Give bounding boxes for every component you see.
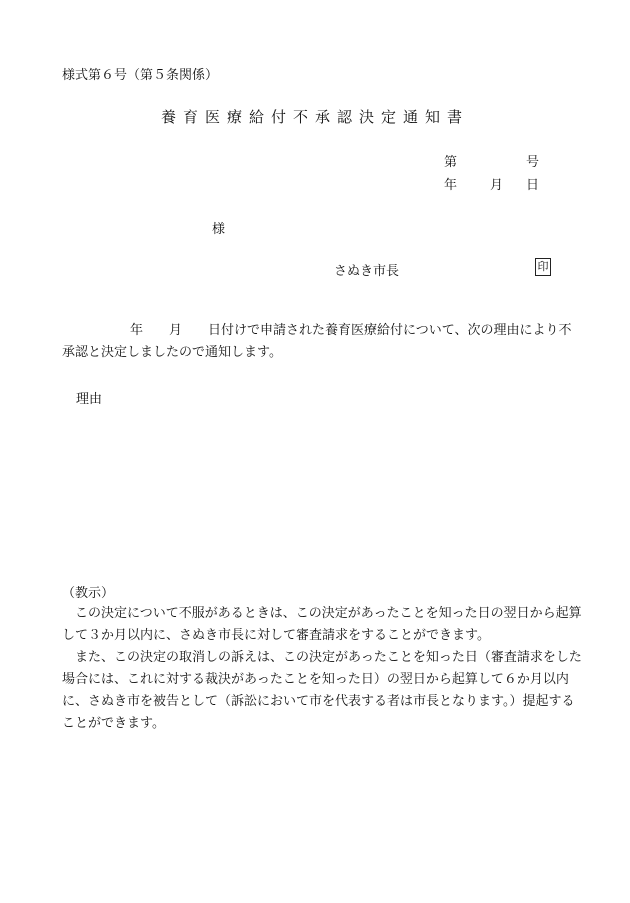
- notice-paragraph-lawsuit: また、この決定の取消しの訴えは、この決定があったことを知った日（審査請求をした場合には、これに対する裁決があったことを知った日）の翌日から起算して６か月以内に、さぬき市を被告として（訴訟において市を代表する者は市長となります。）提起することができます。: [62, 650, 582, 731]
- seal-mark: 印: [535, 258, 551, 276]
- date-month-label: 月: [490, 178, 504, 193]
- document-number-suffix: 号: [526, 155, 540, 170]
- body-month-label: 月: [169, 323, 183, 338]
- document-title: 養育医療給付不承認決定通知書: [160, 108, 469, 126]
- date-year-label: 年: [444, 178, 458, 193]
- addressee-suffix: 様: [212, 222, 226, 237]
- issuer-name: さぬき市長: [334, 264, 400, 279]
- form-number: 様式第６号（第５条関係）: [62, 68, 219, 83]
- notice-paragraph-review: この決定について不服があるときは、この決定があったことを知った日の翌日から起算して３か月以内に、さぬき市長に対して審査請求をすることができます。: [62, 606, 582, 643]
- reason-label: 理由: [76, 392, 103, 407]
- date-day-label: 日: [526, 178, 540, 193]
- document-number-label: 第: [444, 155, 458, 170]
- issue-date: [444, 174, 539, 193]
- body-text: 日付けで申請された養育医療給付について、次の理由により不承認と決定しましたので通知します。: [62, 323, 572, 360]
- notice-heading: （教示）: [62, 586, 115, 601]
- body-year-label: 年: [130, 323, 144, 338]
- body-paragraph: [62, 320, 582, 364]
